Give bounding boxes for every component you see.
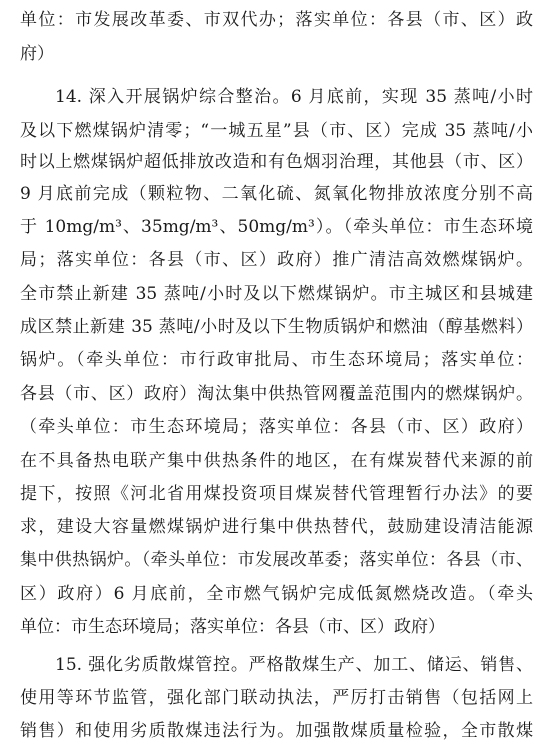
text-line-18: 区）政府）6 月底前，全市燃气锅炉完成低氮燃烧改造。（牵头	[20, 584, 533, 604]
text-line-9: 全市禁止新建 35 蒸吨/小时及以下燃煤锅炉。市主城区和县城建	[20, 284, 533, 304]
text-line-15: 提下，按照《河北省用煤投资项目煤炭替代管理暂行办法》的要	[20, 484, 533, 504]
text-line-22: 销售）和使用劣质散煤违法行为。加强散煤质量检验，全市散煤	[20, 721, 533, 741]
text-line-16: 求，建设大容量燃煤锅炉进行集中供热替代，鼓励建设清洁能源	[20, 517, 533, 537]
text-line-7: 于 10mg/m³、35mg/m³、50mg/m³）。（牵头单位：市生态环境	[20, 217, 533, 237]
text-line-19: 单位：市生态环境局；落实单位：各县（市、区）政府）	[20, 617, 445, 637]
text-line-5: 时以上燃煤锅炉超低排放改造和有色烟羽治理，其他县（市、区）	[20, 152, 533, 172]
text-line-8: 局；落实单位：各县（市、区）政府）推广清洁高效燃煤锅炉。	[20, 250, 533, 270]
text-line-11: 锅炉。（牵头单位：市行政审批局、市生态环境局；落实单位：	[20, 350, 533, 370]
text-line-1: 单位：市发展改革委、市双代办；落实单位：各县（市、区）政	[20, 10, 533, 30]
text-line-2: 府）	[20, 44, 54, 64]
text-line-3: 14. 深入开展锅炉综合整治。6 月底前，实现 35 蒸吨/小时	[55, 87, 533, 107]
text-line-14: 在不具备热电联产集中供热条件的地区，在有煤炭替代来源的前	[20, 451, 533, 471]
text-line-13: （牵头单位：市生态环境局；落实单位：各县（市、区）政府）	[20, 417, 533, 437]
text-line-17: 集中供热锅炉。（牵头单位：市发展改革委；落实单位：各县（市、	[20, 550, 533, 570]
text-line-21: 使用等环节监管，强化部门联动执法，严厉打击销售（包括网上	[20, 688, 533, 708]
text-line-20: 15. 强化劣质散煤管控。严格散煤生产、加工、储运、销售、	[55, 655, 533, 675]
text-line-12: 各县（市、区）政府）淘汰集中供热管网覆盖范围内的燃煤锅炉。	[20, 384, 533, 404]
text-line-10: 成区禁止新建 35 蒸吨/小时及以下生物质锅炉和燃油（醇基燃料）	[20, 317, 533, 337]
text-line-6: 9 月底前完成（颗粒物、二氧化硫、氮氧化物排放浓度分别不高	[20, 184, 533, 204]
text-line-4: 及以下燃煤锅炉清零；“一城五星”县（市、区）完成 35 蒸吨/小	[20, 121, 533, 141]
